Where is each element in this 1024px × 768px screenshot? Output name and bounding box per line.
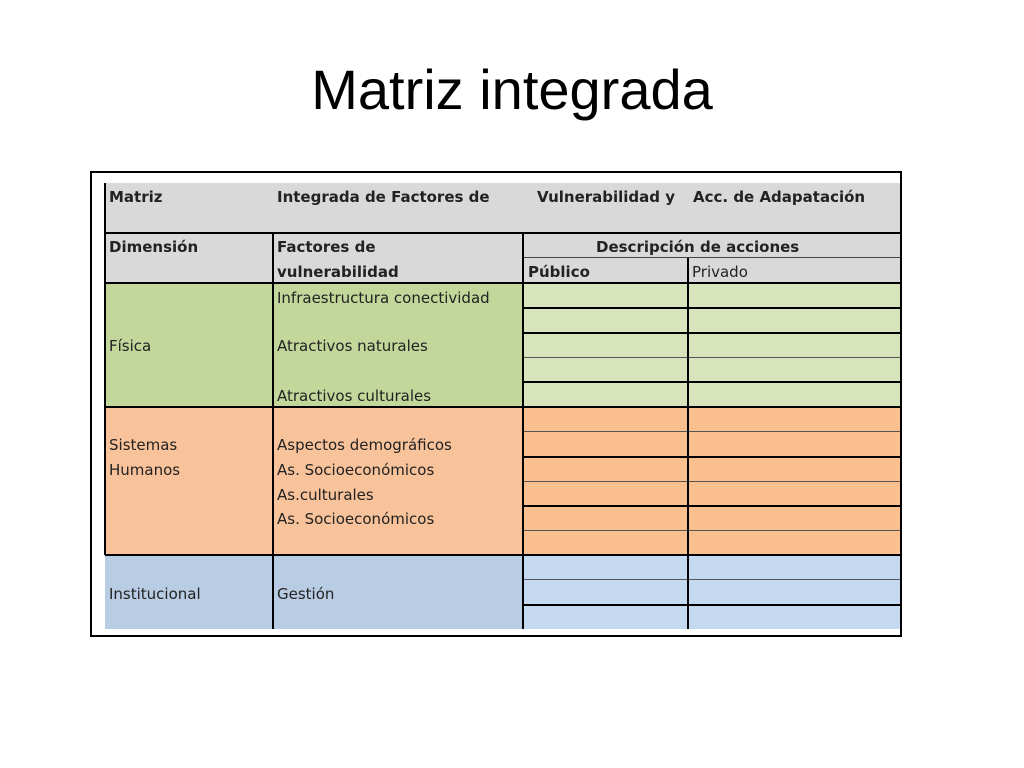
fisica-factor-3: Atractivos culturales [277, 387, 432, 405]
header-matriz: Matriz [109, 188, 163, 206]
grid-line [523, 530, 900, 531]
institucional-dimension: Institucional [109, 585, 201, 603]
sistemas-dimension-line1: Sistemas [109, 436, 178, 454]
integrated-matrix-table [90, 171, 902, 637]
grid-line [523, 456, 900, 458]
subheader-factores-line1: Factores de [277, 238, 376, 256]
grid-line [523, 604, 900, 606]
grid-line [687, 258, 689, 629]
fisica-factor-2: Atractivos naturales [277, 337, 428, 355]
grid-line [523, 357, 900, 358]
grid-line [105, 232, 900, 234]
grid-line [523, 381, 900, 383]
grid-line [523, 505, 900, 507]
grid-line [105, 282, 900, 284]
fisica-dimension: Física [109, 337, 152, 355]
sistemas-factor-2: As. Socioeconómicos [277, 461, 435, 479]
header-vulnerabilidad: Vulnerabilidad y [537, 188, 676, 206]
sistemas-factor-4: As. Socioeconómicos [277, 510, 435, 528]
grid-line [523, 579, 900, 580]
grid-line [104, 183, 106, 555]
sistemas-dimension-line2: Humanos [109, 461, 181, 479]
grid-line [523, 481, 900, 482]
grid-line [522, 233, 524, 629]
grid-line [105, 554, 900, 556]
grid-line [272, 233, 274, 629]
fisica-factor-1: Infraestructura conectividad [277, 289, 490, 307]
header-adaptacion: Acc. de Adapatación [693, 188, 866, 206]
sistemas-factor-3: As.culturales [277, 486, 374, 504]
institucional-factor-1: Gestión [277, 585, 335, 603]
grid-line [523, 431, 900, 432]
subheader-publico: Público [528, 263, 590, 281]
subheader-factores-line2: vulnerabilidad [277, 263, 399, 281]
institucional-actions-cell [523, 555, 900, 629]
subheader-privado: Privado [692, 263, 748, 281]
subheader-dimension: Dimensión [109, 238, 199, 256]
sistemas-dimension-cell [105, 407, 273, 555]
grid-line [105, 406, 900, 408]
sistemas-factors-cell [273, 407, 523, 555]
subheader-descripcion: Descripción de acciones [596, 238, 800, 256]
grid-line [523, 332, 900, 334]
header-integrada: Integrada de Factores de [277, 188, 490, 206]
fisica-actions-cell [523, 283, 900, 407]
grid-line [523, 257, 900, 258]
grid-line [523, 307, 900, 309]
sistemas-factor-1: Aspectos demográficos [277, 436, 452, 454]
slide-title: Matriz integrada [311, 58, 713, 121]
